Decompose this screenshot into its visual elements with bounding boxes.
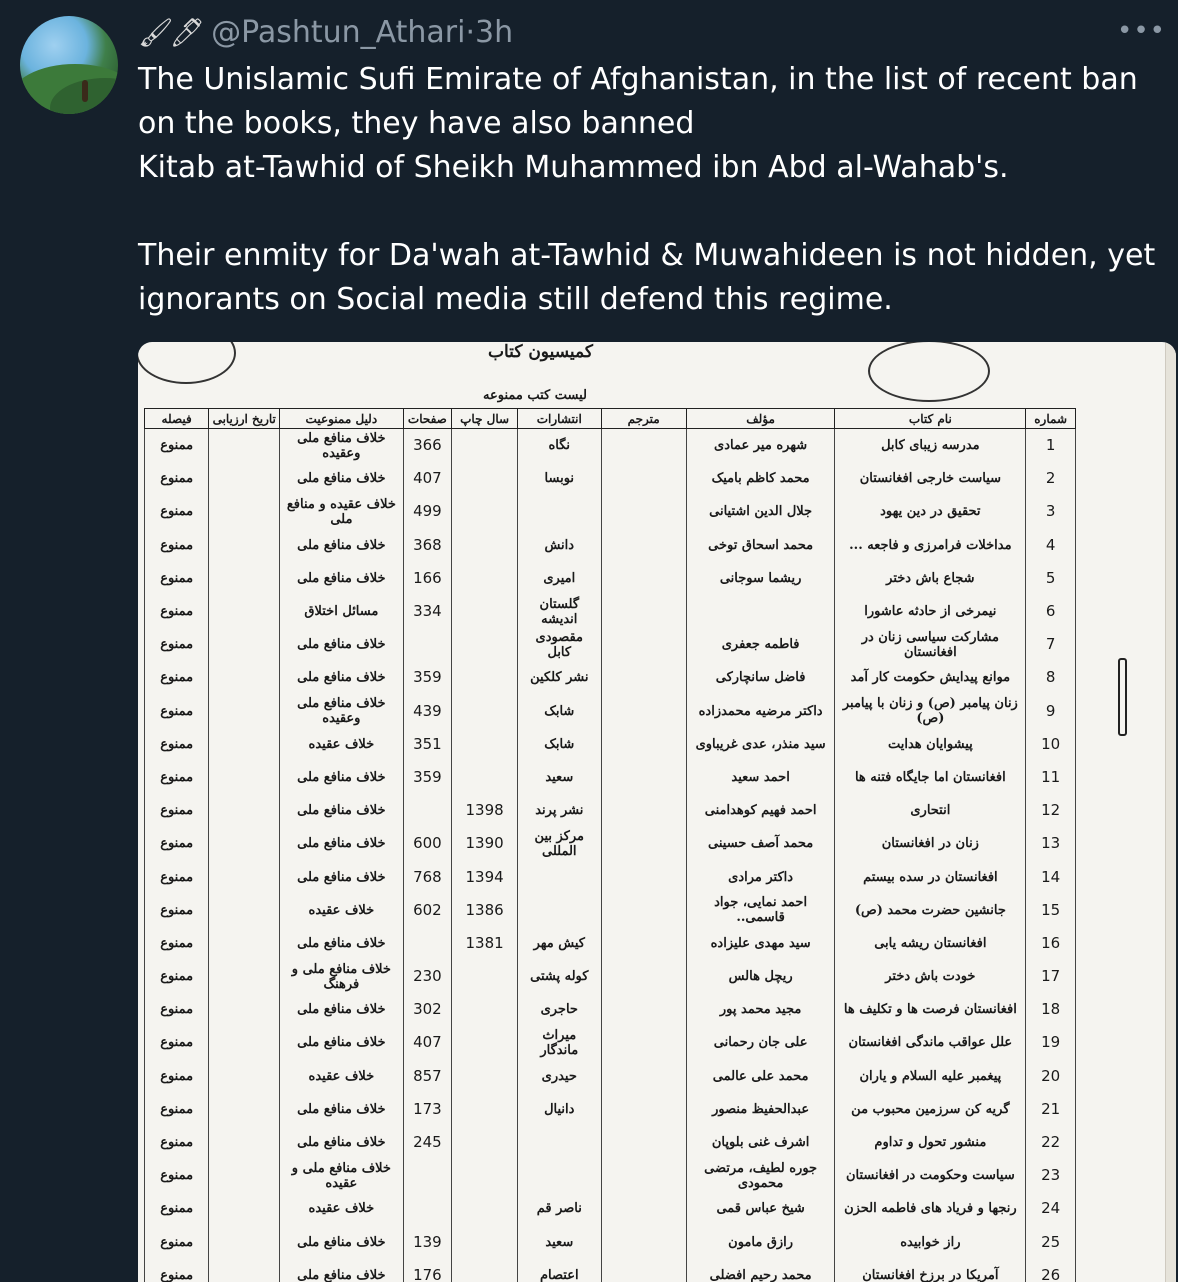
table-row: 8 موانع پیدایش حکومت کار آمد فاضل سانچارکی نشر کلکین 359 خلاف منافع ملی ممنوع — [145, 661, 1076, 694]
handle-text[interactable]: @Pashtun_Athari — [211, 14, 466, 50]
column-header: صفحات — [403, 409, 452, 429]
tweet-paragraph: The Unislamic Sufi Emirate of Afghanistan, in the list of recent ban on the books, they have also banned — [138, 62, 1138, 141]
table-row: 11 افغانستان اما جایگاه فتنه ها احمد سعید سعید 359 خلاف منافع ملی ممنوع — [145, 761, 1076, 794]
document-title: کمیسیون کتاب — [488, 342, 593, 362]
stamp-mark — [138, 342, 236, 384]
column-header: مترجم — [601, 409, 686, 429]
ministry-seal — [868, 342, 990, 402]
avatar[interactable] — [20, 16, 118, 114]
column-header: تاریخ ارزیابی — [209, 409, 280, 429]
user-handle[interactable] — [211, 15, 513, 50]
column-header: مؤلف — [686, 409, 835, 429]
table-row: 5 شجاع باش دختر ریشما سوجانی امیری 166 خلاف منافع ملی ممنوع — [145, 562, 1076, 595]
table-header-row — [145, 409, 1076, 429]
table-row: 4 مداخلات فرامرزی و فاجعه ... محمد اسحاق توخی دانش 368 خلاف منافع ملی ممنوع — [145, 529, 1076, 562]
table-row: 12 انتحاری احمد فهیم کوهدامنی نشر پرند 1398 خلاف منافع ملی ممنوع — [145, 794, 1076, 827]
table-row: 7 مشارکت سیاسی زنان در افغانستان فاطمه جعفری مقصودی کابل خلاف منافع ملی ممنوع — [145, 628, 1076, 661]
tweet-paragraph: Their enmity for Da'wah at-Tawhid & Muwahideen is not hidden, yet ignorants on Social media still defend this regime. — [138, 238, 1156, 317]
table-row: 23 سیاست وحکومت در افغانستان جوره لطیف، مرتضی محمودی خلاف منافع ملی و عقیده ممنوع — [145, 1159, 1076, 1192]
table-row: 13 زنان در افغانستان محمد آصف حسینی مرکز بین المللی 1390 600 خلاف منافع ملی ممنوع — [145, 827, 1076, 860]
table-row: 1 مدرسه زیبای کابل شهره میر عمادی نگاه 366 خلاف منافع ملی وعقیده ممنوع — [145, 429, 1076, 463]
table-row: 9 زنان پیامبر (ص) و زنان با پیامبر (ص) داکتر مرضیه محمدزاده شابک 439 خلاف منافع ملی وعقیده ممنوع — [145, 695, 1076, 728]
column-header: نام کتاب — [835, 409, 1026, 429]
table-row: 20 پیغمبر علیه السلام و یاران محمد علی عالمی حیدری 857 خلاف عقیده ممنوع — [145, 1060, 1076, 1093]
timestamp[interactable]: 3h — [475, 14, 514, 50]
tweet-text — [138, 58, 1158, 322]
tweet-image[interactable] — [138, 342, 1176, 1282]
table-row: 14 افغانستان در سده بیستم داکتر مرادی 1394 768 خلاف منافع ملی ممنوع — [145, 860, 1076, 893]
tweet-paragraph: Kitab at-Tawhid of Sheikh Muhammed ibn Abd al-Wahab's. — [138, 150, 1009, 185]
pen-mark — [1118, 658, 1127, 736]
table-row: 15 جانشین حضرت محمد (ص) احمد نمایی، جواد قاسمی.. 1386 602 خلاف عقیده ممنوع — [145, 894, 1076, 927]
column-header: فیصله — [145, 409, 209, 429]
table-row: 6 نیمرخی از حادثه عاشورا گلستان اندیشه 334 مسائل اختلاق ممنوع — [145, 595, 1076, 628]
table-row: 26 آمریکا در برزخ افغانستان محمد رحیم افضلی اعتصام 176 خلاف منافع ملی ممنوع — [145, 1259, 1076, 1282]
column-header: دلیل ممنوعیت — [280, 409, 403, 429]
table-row: 22 منشور تحول و تداوم اشرف غنی بلوپان 245 خلاف منافع ملی ممنوع — [145, 1126, 1076, 1159]
pen-emoji-icon: 🖌🖊 — [138, 15, 202, 49]
column-header: شماره — [1026, 409, 1076, 429]
more-options-icon[interactable]: ••• — [1116, 16, 1166, 46]
column-header: انتشارات — [517, 409, 601, 429]
table-row: 19 علل عواقب ماندگی افغانستان علی جان رحمانی میراث ماندگار 407 خلاف منافع ملی ممنوع — [145, 1026, 1076, 1059]
table-row: 10 پیشوایان هدایت سید منذر، عدی غریباوی شابک 351 خلاف عقیده ممنوع — [145, 728, 1076, 761]
column-header: سال چاپ — [452, 409, 518, 429]
page-edge — [1165, 342, 1176, 1282]
table-row: 21 گریه کن سرزمین محبوب من عبدالحفیظ منصور دانیال 173 خلاف منافع ملی ممنوع — [145, 1093, 1076, 1126]
table-row: 17 خودت باش دختر ریچل هالس کوله پشتی 230 خلاف منافع ملی و فرهنگ ممنوع — [145, 960, 1076, 993]
table-row: 24 رنجها و فریاد های فاطمه الحزن شیخ عباس قمی ناصر قم خلاف عقیده ممنوع — [145, 1192, 1076, 1225]
separator: · — [465, 14, 476, 50]
table-row: 16 افغانستان ریشه یابی سید مهدی علیزاده کیش مهر 1381 خلاف منافع ملی ممنوع — [145, 927, 1076, 960]
table-row: 25 راز خوابیده رازق مامون سعید 139 خلاف منافع ملی ممنوع — [145, 1226, 1076, 1259]
table-row: 2 سیاست خارجی افغانستان محمد کاظم بامیک نوبسا 407 خلاف منافع ملی ممنوع — [145, 462, 1076, 495]
table-row: 3 تحقیق در دین یهود جلال الدین اشتیانی 499 خلاف عقیده و منافع ملی ممنوع — [145, 495, 1076, 528]
document-subtitle: لیست کتب ممنوعه — [483, 388, 588, 403]
table-row: 18 افغانستان فرصت ها و تکلیف ها مجید محمد پور حاجری 302 خلاف منافع ملی ممنوع — [145, 993, 1076, 1026]
banned-books-table — [144, 408, 1076, 1282]
avatar-figure — [82, 80, 88, 102]
tweet-header — [138, 12, 513, 52]
